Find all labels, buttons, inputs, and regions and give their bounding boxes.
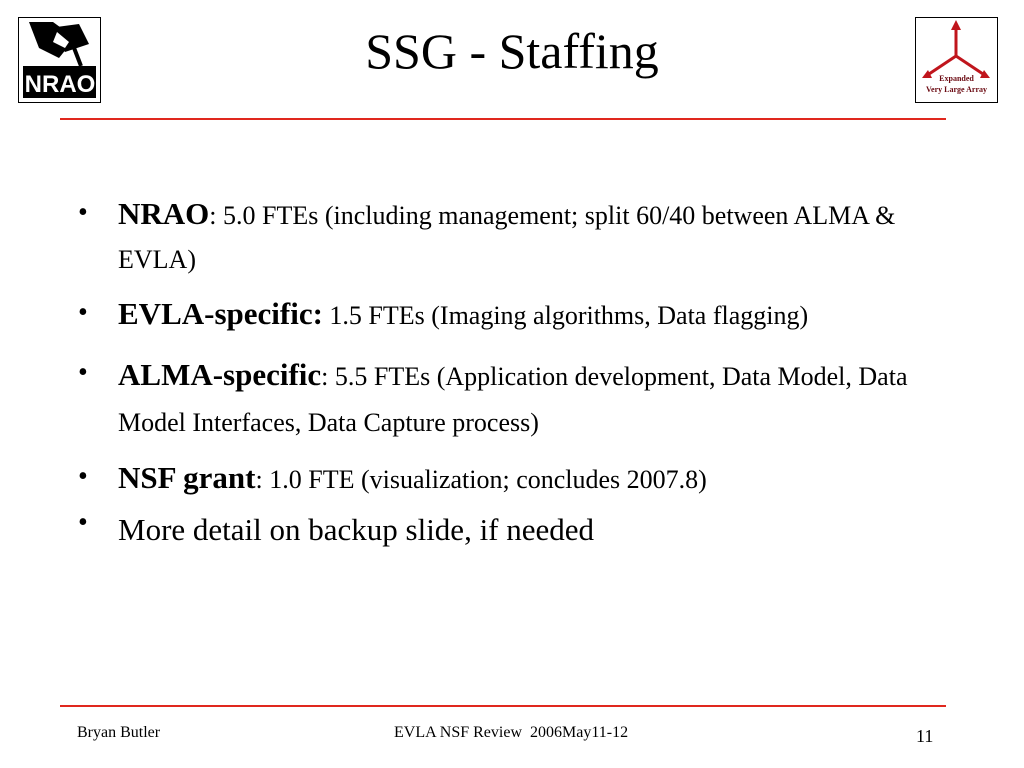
- bullet-heading: NSF grant: [118, 460, 256, 495]
- nrao-logo: [18, 17, 101, 103]
- bullet-list: [78, 192, 938, 560]
- page-number: 11: [916, 726, 934, 746]
- evla-logo-text-line2: Very Large Array: [925, 85, 988, 94]
- bullet-body: 1.5 FTEs (Imaging algorithms, Data flagging): [322, 301, 809, 330]
- bullet-separator: :: [255, 465, 263, 494]
- header-divider: [60, 118, 946, 120]
- evla-logo: [915, 17, 998, 103]
- bullet-dot: •: [78, 507, 88, 538]
- bullet-body: 5.0 FTEs (including management; split 60/40 between ALMA & EVLA): [118, 201, 896, 274]
- footer-event: EVLA NSF Review 2006May11-12: [394, 724, 629, 741]
- nrao-logo-text: NRAO: [24, 71, 96, 98]
- bullet-heading: ALMA-specific: [118, 357, 322, 392]
- bullet-separator: :: [321, 362, 329, 391]
- bullet-separator: :: [209, 201, 217, 230]
- bullet-item-evla-specific: [78, 292, 938, 338]
- bullet-body: 5.5 FTEs (Application development, Data Model, Data Model Interfaces, Data Capture process): [118, 362, 908, 437]
- bullet-dot: •: [78, 197, 88, 228]
- bullet-item-nsf-grant: [78, 456, 938, 502]
- slide-title: SSG - Staffing: [365, 23, 659, 79]
- bullet-heading: EVLA-specific:: [118, 296, 323, 331]
- footer-divider: [60, 705, 946, 707]
- bullet-dot: •: [78, 357, 88, 388]
- bullet-heading: NRAO: [118, 196, 210, 231]
- bullet-item-alma-specific: [78, 352, 938, 446]
- bullet-dot: •: [78, 297, 88, 328]
- bullet-body: 1.0 FTE (visualization; concludes 2007.8): [262, 465, 707, 494]
- nrao-logo-graphic: [19, 18, 100, 102]
- bullet-item-nrao: [78, 192, 938, 282]
- bullet-item-backup-note: [78, 502, 938, 560]
- footer-author: Bryan Butler: [77, 724, 161, 741]
- evla-logo-text-line1: Expanded: [939, 74, 974, 83]
- bullet-dot: •: [78, 461, 88, 492]
- bullet-body: More detail on backup slide, if needed: [118, 512, 595, 547]
